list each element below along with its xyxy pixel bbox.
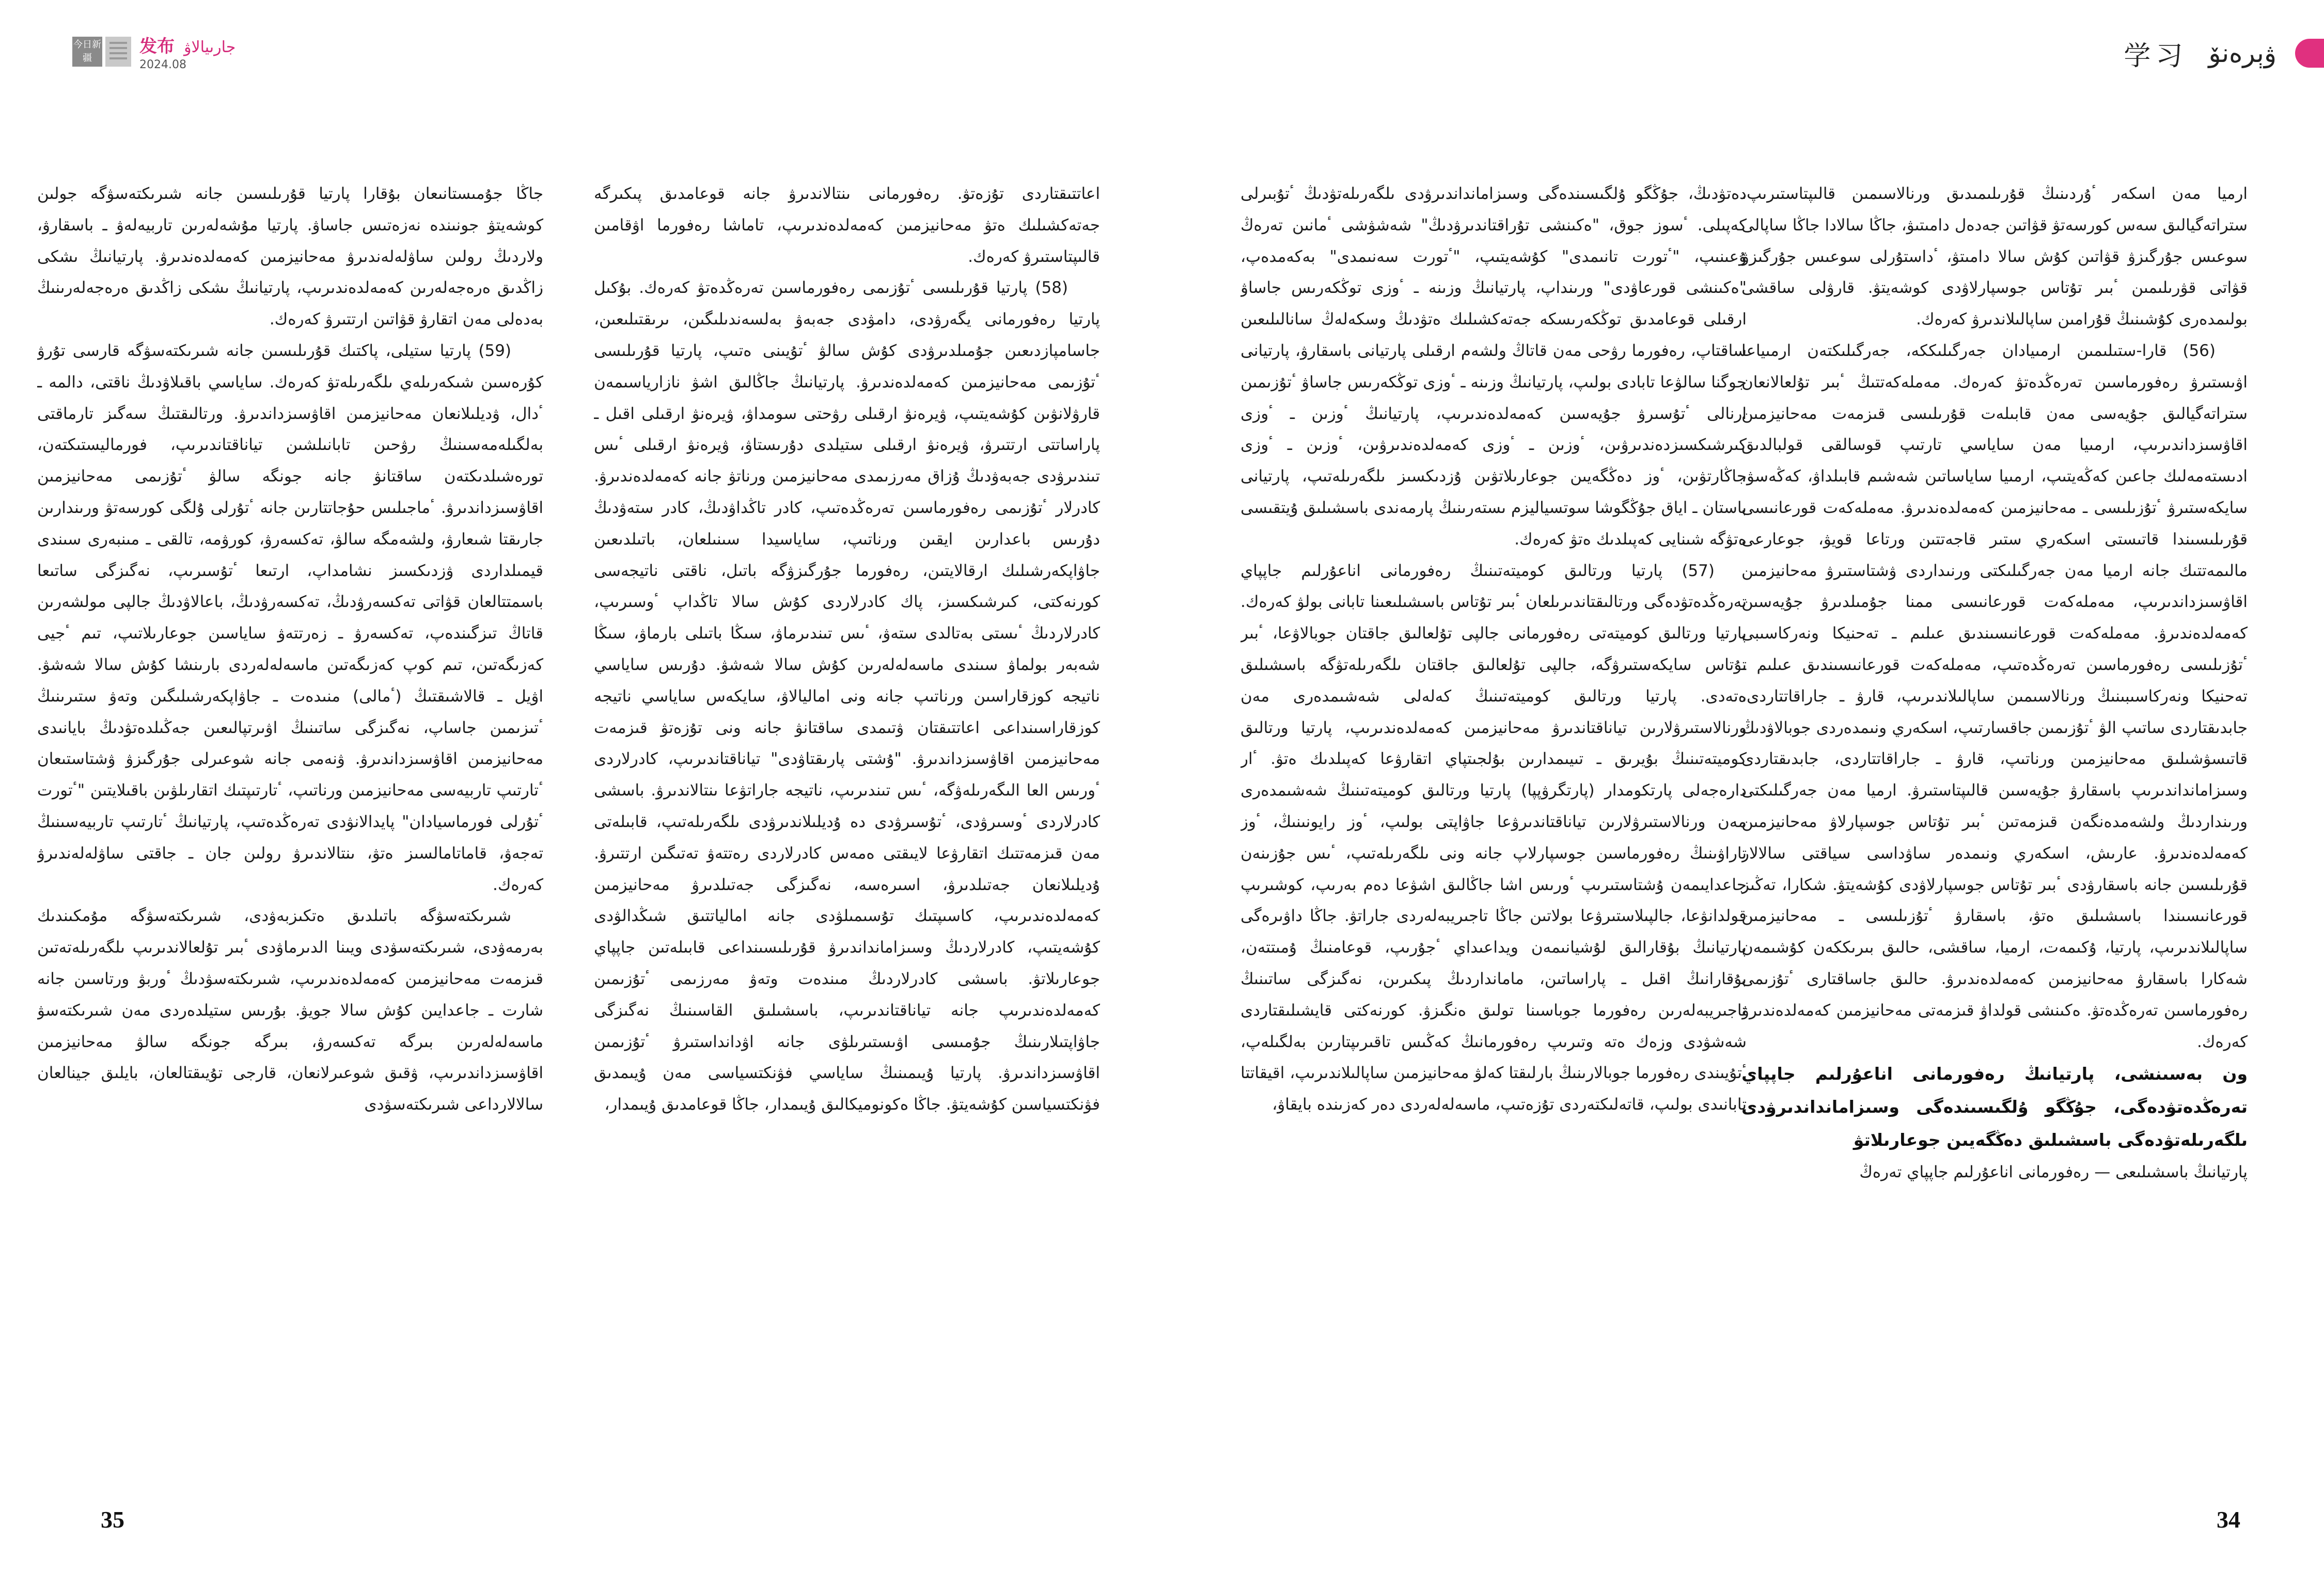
publication-subtitle: جارىيالاۋ [184,38,236,56]
body-paragraph: (58) پارتيا قۇرىلىسى ٴتۇزىمى رەفورماسىن تەرەڭدەتۋ كەرەك. بۇكىل پارتيا رەفورمانى يگەرۋدى، دامۋدى جەبەۋ بەلسەندىلىگىن، ىرىقتىلىعىن، جاسامپازدىعىن جۇمىلدىرۋدى كۇش سالۋ ٴتۇيىنى ەتىپ، پارتيا قۇرىلىسى ٴتۇزىمى مەحانيزمىن كەمەلدەندىرۋ. پارتيانىڭ جاڭالىق اشۋ نازارياسىمەن قارۋلانۋىن كۇشەيتىپ، ۋيرەنۋ ارقىلى رۋحتى سومداۋ، ۋيرەنۋ ارقىلى اقىل ـ پاراساتتى ارتتىرۋ، ۋيرەنۋ ارقىلى ستيلدى دۇرىستاۋ، ۋيرەنۋ ارقىلى ٴىس تىندىرۋدى جەبەۋدىڭ ۇزاق مەرزىمدى مەحانيزمىن ورناتۋ جانە كەمەلدەندىرۋ. كادرلار ٴتۇزىمى رەفورماسىن تەرەڭدەتىپ، كادر تاڭداۋدىڭ، كادر ستەۋدىڭ دۇرىس باعدارىن ايقىن ورناتىپ، ساياسيدا سىنىلعان، باتىلدىعىن جاۋاپكەرشىلىك ارقالايتىن، رەفورما جۇرگىزۋگە باتىل، ناقتى ناتيجەسى كورنەكتى، كىرشىكسىز، پاك كادرلاردى كۇش سالا تاڭداپ ٴوسىرىپ، كادرلاردىڭ ٴىستى بەتالدى ستەۋ، ٴىس تىندىرماۋ، سىڭا باتىلى بارماۋ، سىڭا شەبەر بولماۋ سىندى ماسەلەلەرىن كۇش سالا شەشۋ. دۇرىس ساياسي ناتيجە كوزقاراسىن ورناتىپ جانە ونى اماليالاۋ، سايكەس ساياسي ناتيجە كوزقاراسىنداعى اعاتتىقتان ۋتىمدى ساقتانۋ جانە ونى تۇزەتۋ قىزمەت مەحانيزمىن اقاۋسىزداندىرۋ. "ۇشتى پارىقتاۋدى" تياناقتاندىرىپ، كادرلاردى ٴورىس العا الىگەرىلەۋگە، ٴىس تىندىرىپ، ناتيجە جاراتۋعا ىنتالاندىرۋ. باسشى كادرلاردى ٴوسىرۋدى، ٴتۇسىرۋدى دە ۇديلىلاندىرۋدى ىلگەرىلەتىپ، قابىلەتى مەن قىزمەتتىك اتقارۋعا لايىقتى ەمەس كادرلاردى رەتتەۋ تەتىگىن ارتتىرۋ. ۇديلىلانعان جەتىلدىرۋ، اسىرەسە، نەگىزگى جەتىلدىرۋ مەحانيزمىن كەمەلدەندىرىپ، كاسىپتىك تۇسىمىلۋدى جانە امالياتتىق شىڭدالۋدى كۇشەيتىپ، كادرلاردىڭ وسىزامانداندىرۋ قۇرىلىسىنداعى قابىلەتىن جاپپاي جوعارىلاتۋ. باسشى كادرلاردىڭ مىندەت وتەۋ مەرزىمى ٴتۇزىمىن كەمەلدەندىرىپ جانە تياناقتاندىرىپ، باسشىلىق القاسىنىڭ نەگىزگى جاۋاپتىلارىنىڭ جۇمىسى اۋىستىرىلۋى جانە اۋدانداستىرۋ ٴتۇزىمىن اقاۋسىزداندىرۋ. پارتيا ۇيىمىنىڭ ساياسي فۋنكتسياسى مەن ۇيىمدىق فۋنكتسياسىن كۇشەيتۋ. جاڭا ەكونوميكالىق ۇيىمدار، جاڭا قوعامدىق ۇيىمدار، [594,278,1100,1114]
logo-text: 今日新疆 [72,37,102,67]
issue-date: 2024.08 [139,58,186,71]
body-paragraph: ارميا مەن اسكەر ٴۇردىنىڭ قۇرىلىمىدىق ورنالاسىمىن قالىپتاستىرىپ، ستراتەگيالىق سەس كورسەتۋ قۋاتىن جەدەل دامىتىۋ، جاڭا سالادا جاڭا ساپالى سوعىس جۇرگىزۋ قۋاتىن كۇش سالا دامىتۋ، ٴداستۇرلى سوعىس جۇرگىزۋ قۋاتى قۋرىلىمىن ٴبىر تۇتاس جوسپارلاۋدى كوشەيتۋ. قارۋلى ساقشى بولىمدەرى كۇشىنىڭ قۇرامىن ساپالىلاندىرۋ كەرەك. [1741,184,2248,329]
text-column-p34-left [1240,178,1747,1501]
section-tab-marker [2295,39,2324,68]
column-name-chinese: 学习 [2124,40,2188,72]
publication-title-block [139,32,235,71]
body-paragraph: (56) قارا-ستىلىمىن ارمىيادان جەرگىلىككە، جەرگىلىكتەن ارمىياعا اۋىستىرۋ رەفورماسىن تەرەڭدەتۋ كەرەك. مەملەكەتتىڭ ٴبىر تۇلعالانعان ستراتەگيالىق جۇيەسى مەن قابىلەت قۇرىلىسى قىزمەت مەحانيزمىن اقاۋسىزداندىرىپ، ارمىيا مەن ساياسي تارتىپ قوسالقى قولبالدىق ادىستەمەلىك جاعىن كەڭەيتىپ، ارمىيا ساياساتىن شەشىم قابىلداۋ، كەڭەسۋ، سايكەستىرۋ ٴتۇزىلىسى ـ مەحانيزمىن كەمەلدەندىرۋ. مەملەكەت قورعانىسى قۇرىلىسىندا قاتىستى اسكەري ستىر قاجەتتىن ورتاعا قويۋ، جوعارعى مالىمەتتىك جانە ارميا مەن جەرگىلىكتى ورنىداردى ۋشتاستىرۋ مەحانيزمىن اقاۋسىزداندىرىپ، مەملەكەت قورعانىسى ممنا جۇمىلدىرۋ جۇيەسىن كەمەلدەندىرۋ. مەملەكەت قورعانىسىندىق عىلىم ـ تەحنيكا ونەركاسىبى ٴتۇزىلىسى رەفورماسىن تەرەڭدەتىپ، مەملەكەت قورعانىسىندىق عىلىم ـ تەحنيكا ونەركاسىبىنىڭ ورنالاسىمىن ساپالىلاندىرىپ، قارۋ ـ جاراقاتتاردى، جابدىقتاردى ساتىپ الۋ ٴتۇزىمىن جاقسارتىپ، اسكەري ونىمدەردى جوبالاۋدىڭ قاتىسۋشىلىق مەحانيزمىن ورناتىپ، قارۋ ـ جاراقاتتاردى، جابدىقتاردى وسىزامانداندىرىپ باسقارۋ جۇيەسىن قالىپتاستىرۋ. ارميا مەن جەرگىلىكتى ورىنداردىڭ ولشەمدەنگەن قىزمەتىن ٴبىر تۇتاس جوسپارلاۋ مەحانيزمىن كەمەلدەندىرۋ. عارىش، اسكەري ونىمدەر ساۋداسى سياقتى سالالار قۇرىلىسىن جانە باسقارۋدى ٴبىر تۇتاس جوسپارلاۋدى كۇشەيتۋ. شكارا، تەڭىز قورعانىسىندا باسشىلىق ەتۋ، باسقارۋ ٴتۇزىلىسى ـ مەحانيزمىن ساپالىلاندىرىپ، پارتيا، ۇكىمەت، ارميا، ساقشى، حالىق بىرىككەن كۇشىمەن شەكارا باسقارۋ مەحانيزمىن كەمەلدەندىرۋ. حالىق جاساقتارى ٴتۇزىمى رەفورماسىن تەرەڭدەتۋ. ەكىنشى قولداۋ قىزمەتى مەحانيزمىن كەمەلدەندىرۋ كەرەك. [1741,341,2248,1051]
page-number: 34 [2217,1506,2240,1533]
section-heading: ون بەسىنشى، پارتيانىڭ رەفورمانى اناعۇرلىم جاپپاي تەرەڭدەتۋدەگى، جۇڭگو ۇلگىسىندەگى وسىزامانداندىرۋدى ىلگەرىلەتۋدەگى باسشىلىق دەڭگەيىن جوعارىلاتۋ [1741,1064,2248,1150]
section-header [2124,30,2324,76]
body-paragraph: شىرىكتەسۋگە باتىلدىق ەتكىزبەۋدى، شىرىكتەسۋگە مۇمكىندىك بەرمەۋدى، شىرىكتەسۋدى ويىنا الدىرماۋدى ٴبىر تۇلعالاندىرىپ ىلگەرىلەتەتىن قىزمەت مەحانيزمىن كەمەلدەندىرىپ، شىرىكتەسۋدىڭ ٴوربۋ ورتاسىن جانە شارت ـ جاعدايىن كۇش سالا جويۋ. بۇرىس ستيلدەردى مەن شىرىكتەسۋ ماسەلەلەرىن بىرگە تەكسەرۋ، بىرگە جونگە سالۋ مەحانيزمىن اقاۋسىزداندىرىپ، ۋقىق شوعىرلانعان، قارجى تۇيىقتالعان، بايلىق جينالعان سالالارداعى شىرىكتەسۋدى [37,907,543,1114]
text-column-p34-right [1741,178,2248,1501]
page-number: 35 [101,1506,124,1533]
body-paragraph: پارتيانىڭ باسشىلىعى — رەفورمانى اناعۇرلىم جاپپاي تەرەڭ [1859,1163,2248,1182]
publication-logo [72,37,131,67]
page-34 [1162,0,2324,1588]
logo-mark-icon [105,37,131,67]
body-paragraph: جاڭا جۇمىستانىعان بۇقارا پارتيا قۇرىلىسىن جانە شىرىكتەسۋگە جولىن كوشەيتۋ جونىندە نەزەتىس جاساۋ. پارتيا مۇشەلەرىن تاربيەلەۋ ـ باسقارۋ، ولاردىڭ رولىن ساۋلەلەندىرۋ مەحانيزمىن كەمەلدەندىرۋ. پارتيانىڭ ىشكى زاڭدىق ەرەجەلەرىن كەمەلدەندىرىپ، پارتيانىڭ ىشكى زاڭدىق ەرەجەلەرىنىڭ بەدەلى مەن اتقارۋ قۋاتىن ارتتىرۋ كەرەك. [37,184,543,329]
body-paragraph: (59) پارتيا ستيلى، پاكتىك قۇرىلىسىن جانە شىرىكتەسۋگە قارسى تۇرۋ كۇرەسىن شىكەرىلەي ىلگەرىلەتۋ كەرەك. ساياسي باقىلاۋدىڭ ناقتى، دالمە ـ ٴدال، ۋديلىلانعان مەحانيزمىن اقاۋسىزداندىرۋ. ورتالىقتىڭ سەگىز تارماقتى بەلگىلەمەسىنىڭ رۋحىن تابانىلشىن تياناقتاندىرىپ، فورماليستىكتەن، تورەشىلدىكتەن ساقتانۋ جانە جونگە سالۋ ٴتۇزىمى مەحانيزمىن اقاۋسىزداندىرۋ. ٴماجىلىس حۇجاتتارىن جانە ٴتۇرلى ۇلگى كورسەتۋ ورىندارىن جارىقتا شىعارۋ، ولشەمگە سالۋ، تەكسەرۋ، كورۋمە، تالقى ـ مىنبەرى سىندى قيمىلداردى ۋزدىكسىز نشامداپ، ارتىعا ٴتۇسىرىپ، نەگىزگى ساتىعا باسمتتالعان قۋاتى تەكسەرۋدىڭ، تەكسەرۋدىڭ، باعالاۋدىڭ جالپى مولشەرىن قاتاڭ تىزگىندەپ، تەكسەرۋ ـ زەرتتەۋ ساياسىن جوعارىلاتىپ، تىم ٴجيى كەزىگەتىن، تىم كوپ كەزىگەتىن ماسەلەلەردى بارىنشا كۇش سالا شەشۋ. اۋيل ـ قالاشىقتىڭ (ٴمالى) منىدەت ـ جاۋاپكەرشىلىگىن وتەۋ ستىرىنىڭ ٴتىزىمىن جاساپ، نەگىزگى ساتىنىڭ اۋىرتپالىعىن جەڭىلدەتۋدىڭ بايانىدى مەحانيزمىن اقاۋسىزداندىرۋ. ۋنەمى جانە شوعىرلى جۇرگىزۋ ۋشتاستىعان ٴتارتىپ تاربيەسى مەحانيزمىن ورناتىپ، ٴتارتىپتىك اتقارىلۋىن باقىلايتىن "ٴتورت ٴتۇرلى فورماسيادان" پايدالانۋدى تەرەڭدەتىپ، پارتيانىڭ ٴتارتىپ تاربيەسىنىڭ تەجەۋ، قاماتامالسىز ەتۋ، ىنتالاندىرۋ رولىن جان ـ جاقتى ساۋلەلەندىرۋ كەرەك. [37,341,543,894]
body-paragraph: (57) پارتيا ورتالىق كوميتەتىنىڭ رەفورمانى اناعۇرلىم جاپپاي تەرەڭدەتۋدەگى ورتالىقتاندىرىلعان ٴبىر تۇتاس باسشىلىعىنا تابانى بولۋ كەرەك. پارتيا ورتالىق كوميتەتى رەفورمانى جالپى تۇلعالىق جاقتان جوبالاۋعا، ٴبىر تۇتاس سايكەستىرۋگە، جالپى تۇلعالىق جاقتان ىلگەرىلەتۋگە باسشىلىق ەتەدى. پارتيا ورتالىق كوميتەتىنىڭ كەلەلى شەشىمدەرى مەن ورنالاستىرۋلارىن تياناقتاندىرۋ مەحانيزمىن كەمەلدەندىرىپ، پارتيا ورتالىق كوميتەتىنىڭ بۇيرىق ـ تىيىمدارىن بۇلجىتپاي اتقارۋعا كەپىلدىك ەتۋ. ٴار دارەجەلى پارتكومدار (پارتگرۋپپا) پارتيا ورتالىق كوميتەتىنىڭ شەشىمدەرى مەن ورنالاستىرۋلارىن تياناقتاندىرۋعا جاۋاپتى بولىپ، ٴوز رايونىنىڭ، ٴوز تاراۋىنىڭ رەفورماسىن جوسپارلاپ جانە ونى ىلگەرىلەتىپ، ٴىس جۇزىنەن جاعدايىمەن ۇشتاستىرىپ ٴورىس اشا جاڭالىق اشۋعا دەم بەرىپ، كوشىرىپ قولدانۋعا، جالپىلاستىرۋعا بولاتىن جاڭا تاجىريبەلەردى جاراتۋ. جاڭا داۋىرەگى پارتيانىڭ بۇقارالىق لۇشيانىمەن ويداعىداي ٴجۇرىپ، قوعامنىڭ ۇمىتتەن، بۇقارانىڭ اقىل ـ پاراساتىن، مامانداردىڭ پىكىرىن، نەگىزگى ساتىنىڭ تاجىريبەلەرىن رەفورما جوباسىنا تولىق ەنگىزۋ. كورنەكتى قايشىلىقتاردى شەشۋدى وزەك ەتە وتىرىپ رەفورمانىڭ كەڭىس تاقىرىپتارىن بەلگىلەپ، ٴتۇيىندى رەفورما جوبالارىنىڭ بارلىقتا كەلۋ مەحانيزمىن ساپالىلاندىرىپ، اقيقاتتا تابانىدى بولىپ، قاتەلىكتەردى تۇزەتىپ، ماسەلەلەردى دەر كەزىندە بايقاۋ، [1240,561,1747,1114]
body-paragraph: اعاتتىقتاردى تۇزەتۋ. رەفورمانى ىنتالاندىرۋ جانە قوعامدىق پىكىرگە جەتەكشىلىك ەتۋ مەحانيزمىن كەمەلدەندىرىپ، تاماشا رەفورما اۋقامىن قالىپتاستىرۋ كەرەك. [594,184,1100,266]
text-column-p35-left [37,178,543,1501]
magazine-header [72,31,235,72]
text-column-p35-right [594,178,1100,1501]
column-name-uyghur: ۋېرەنۆ [2208,38,2276,68]
body-paragraph: دەتۋدىڭ، جۇڭگو ۇلگىسىندەگى وسىزامانداندىرۋدى ىلگەرىلەتۋدىڭ ٴتۇبىرلى كەپىلى. ٴسوز جوق، "ەكىنشى تۇراقتاندىرۋدىڭ" شەشۋشى ٴمانىن تەرەڭ ۇعىنىپ، "ٴتورت تانىمدى" كۇشەيتىپ، "ٴتورت سەنىمدى" بەكەمدەپ، "ەكىنشى قورعاۋدى" ورىنداپ، پارتيانىڭ وزىنە ـ ٴوزى توڭكەرىس جاساۋ ارقىلى قوعامدىق توڭكەرىسكە جەتەكشىلىك ەتۋدىڭ وسكەلەڭ سانالىلىعىن ساقتاپ، رەفورما رۋحى مەن قاتاڭ ولشەم ارقىلى پارتيانى باسقارۋ، پارتيانى جوگنا سالۋعا تابادى بولىپ، پارتيانىڭ وزىنە ـ ٴوزى توڭكەرىس جاساۋ ٴتۇزىمىن ارنالى ٴتۇسىرۋ جۇيەسىن كەمەلدەندىرىپ، پارتيانىڭ ٴوزىن ـ ٴوزى كىرشىكسىزدەندىرۋىن، ٴوزىن ـ ٴوزى كەمەلدەندىرۋىن، ٴوزىن ـ ٴوزى جاڭارتۋىن، ٴوز دەڭگەيىن جوعارىلاتۋىن ۇزدىكسىز ىلگەرىلەتىپ، پارتيانى باستان ـ اياق جۇڭگوشا سوتسياليزم ىستەرىنىڭ پارمەندى باسشىلىق ۇيتقىسى ەتۋگە شىنايى كەپىلدىك ەتۋ كەرەك. [1240,184,1747,549]
publication-name: 发布 [139,36,175,57]
